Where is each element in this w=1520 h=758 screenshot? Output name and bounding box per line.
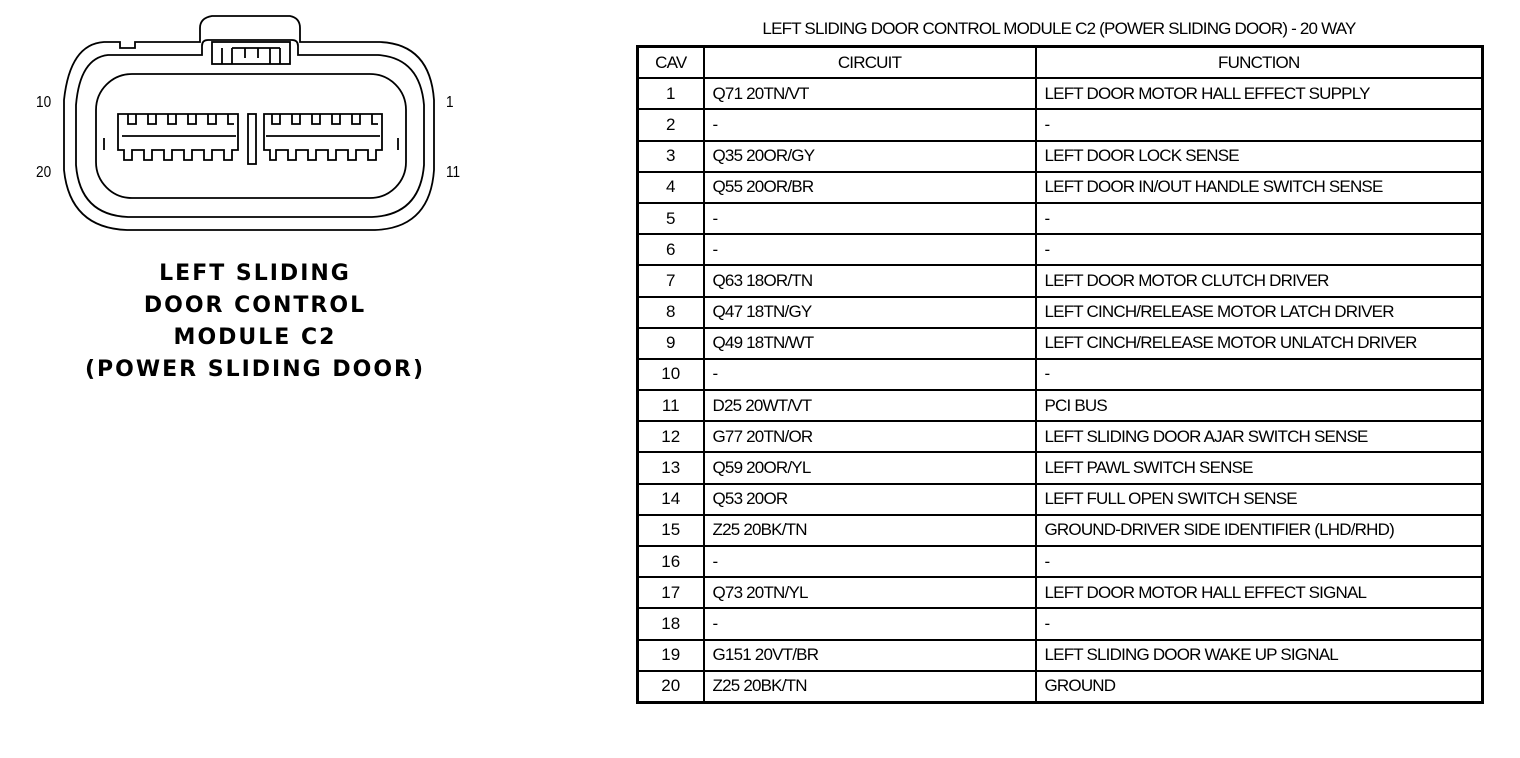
table-row xyxy=(638,484,1483,515)
circuit-cell: - xyxy=(704,234,1036,265)
circuit-cell: Q71 20TN/VT xyxy=(704,78,1036,109)
table-row xyxy=(638,640,1483,671)
circuit-cell: G151 20VT/BR xyxy=(704,640,1036,671)
circuit-cell: - xyxy=(704,608,1036,639)
table-row xyxy=(638,172,1483,203)
cav-cell: 12 xyxy=(638,421,704,452)
table-row xyxy=(638,265,1483,296)
cav-cell: 1 xyxy=(638,78,704,109)
table-row xyxy=(638,297,1483,328)
circuit-cell: D25 20WT/VT xyxy=(704,390,1036,421)
cav-cell: 9 xyxy=(638,328,704,359)
cav-cell: 16 xyxy=(638,546,704,577)
function-cell: - xyxy=(1036,546,1483,577)
latch-tab xyxy=(212,42,290,64)
table-header-row xyxy=(638,47,1483,79)
circuit-cell: Z25 20BK/TN xyxy=(704,515,1036,546)
pin-label-1: 1 xyxy=(446,94,454,111)
circuit-cell: - xyxy=(704,359,1036,390)
function-cell: LEFT CINCH/RELEASE MOTOR UNLATCH DRIVER xyxy=(1036,328,1483,359)
circuit-cell: - xyxy=(704,109,1036,140)
caption-line: DOOR CONTROL xyxy=(143,293,367,318)
circuit-cell: Q49 18TN/WT xyxy=(704,328,1036,359)
cav-cell: 5 xyxy=(638,203,704,234)
function-cell: - xyxy=(1036,234,1483,265)
function-cell: LEFT DOOR IN/OUT HANDLE SWITCH SENSE xyxy=(1036,172,1483,203)
cav-cell: 18 xyxy=(638,608,704,639)
table-row xyxy=(638,608,1483,639)
table-row xyxy=(638,328,1483,359)
cavity-block-right xyxy=(264,114,382,160)
circuit-cell: G77 20TN/OR xyxy=(704,421,1036,452)
function-cell: - xyxy=(1036,608,1483,639)
function-cell: LEFT DOOR LOCK SENSE xyxy=(1036,141,1483,172)
circuit-cell: - xyxy=(704,546,1036,577)
cav-cell: 3 xyxy=(638,141,704,172)
table-title: LEFT SLIDING DOOR CONTROL MODULE C2 (POWER SLIDING DOOR) - 20 WAY xyxy=(762,19,1356,38)
cav-cell: 10 xyxy=(638,359,704,390)
circuit-cell: - xyxy=(704,203,1036,234)
table-row xyxy=(638,421,1483,452)
cav-cell: 6 xyxy=(638,234,704,265)
header-function: FUNCTION xyxy=(1036,47,1483,79)
caption-line: LEFT SLIDING xyxy=(159,261,351,286)
function-cell: LEFT CINCH/RELEASE MOTOR LATCH DRIVER xyxy=(1036,297,1483,328)
function-cell: PCI BUS xyxy=(1036,390,1483,421)
cav-cell: 4 xyxy=(638,172,704,203)
function-cell: LEFT SLIDING DOOR AJAR SWITCH SENSE xyxy=(1036,421,1483,452)
function-cell: - xyxy=(1036,359,1483,390)
circuit-cell: Q55 20OR/BR xyxy=(704,172,1036,203)
cav-cell: 19 xyxy=(638,640,704,671)
polarizing-key xyxy=(248,114,256,164)
pinout-table xyxy=(636,45,1484,704)
table-row xyxy=(638,452,1483,483)
function-cell: LEFT FULL OPEN SWITCH SENSE xyxy=(1036,484,1483,515)
circuit-cell: Q35 20OR/GY xyxy=(704,141,1036,172)
cav-cell: 15 xyxy=(638,515,704,546)
header-cav: CAV xyxy=(638,47,704,79)
cav-cell: 17 xyxy=(638,577,704,608)
pin-label-10: 10 xyxy=(36,94,52,111)
cav-cell: 14 xyxy=(638,484,704,515)
function-cell: - xyxy=(1036,109,1483,140)
function-cell: GROUND xyxy=(1036,671,1483,703)
table-row xyxy=(638,390,1483,421)
function-cell: - xyxy=(1036,203,1483,234)
table-row xyxy=(638,203,1483,234)
function-cell: LEFT SLIDING DOOR WAKE UP SIGNAL xyxy=(1036,640,1483,671)
circuit-cell: Q53 20OR xyxy=(704,484,1036,515)
caption-line: (POWER SLIDING DOOR) xyxy=(84,357,426,382)
cav-cell: 13 xyxy=(638,452,704,483)
circuit-cell: Q59 20OR/YL xyxy=(704,452,1036,483)
cav-cell: 8 xyxy=(638,297,704,328)
cav-cell: 11 xyxy=(638,390,704,421)
function-cell: LEFT DOOR MOTOR HALL EFFECT SUPPLY xyxy=(1036,78,1483,109)
function-cell: LEFT DOOR MOTOR HALL EFFECT SIGNAL xyxy=(1036,577,1483,608)
cav-cell: 20 xyxy=(638,671,704,703)
circuit-cell: Z25 20BK/TN xyxy=(704,671,1036,703)
connector-inner-outline xyxy=(76,40,424,217)
table-row xyxy=(638,78,1483,109)
function-cell: LEFT PAWL SWITCH SENSE xyxy=(1036,452,1483,483)
table-row xyxy=(638,577,1483,608)
table-row xyxy=(638,671,1483,703)
table-row xyxy=(638,141,1483,172)
cav-cell: 7 xyxy=(638,265,704,296)
table-row xyxy=(638,359,1483,390)
circuit-cell: Q63 18OR/TN xyxy=(704,265,1036,296)
pin-label-11: 11 xyxy=(446,164,461,181)
header-circuit: CIRCUIT xyxy=(704,47,1036,79)
pin-label-20: 20 xyxy=(36,164,52,181)
circuit-cell: Q47 18TN/GY xyxy=(704,297,1036,328)
table-row xyxy=(638,515,1483,546)
table-body xyxy=(638,78,1483,702)
cav-cell: 2 xyxy=(638,109,704,140)
function-cell: GROUND-DRIVER SIDE IDENTIFIER (LHD/RHD) xyxy=(1036,515,1483,546)
connector-caption xyxy=(60,258,450,386)
connector-face-diagram xyxy=(0,0,520,240)
caption-line: MODULE C2 xyxy=(173,325,337,350)
table-row xyxy=(638,109,1483,140)
circuit-cell: Q73 20TN/YL xyxy=(704,577,1036,608)
table-row xyxy=(638,234,1483,265)
function-cell: LEFT DOOR MOTOR CLUTCH DRIVER xyxy=(1036,265,1483,296)
table-row xyxy=(638,546,1483,577)
